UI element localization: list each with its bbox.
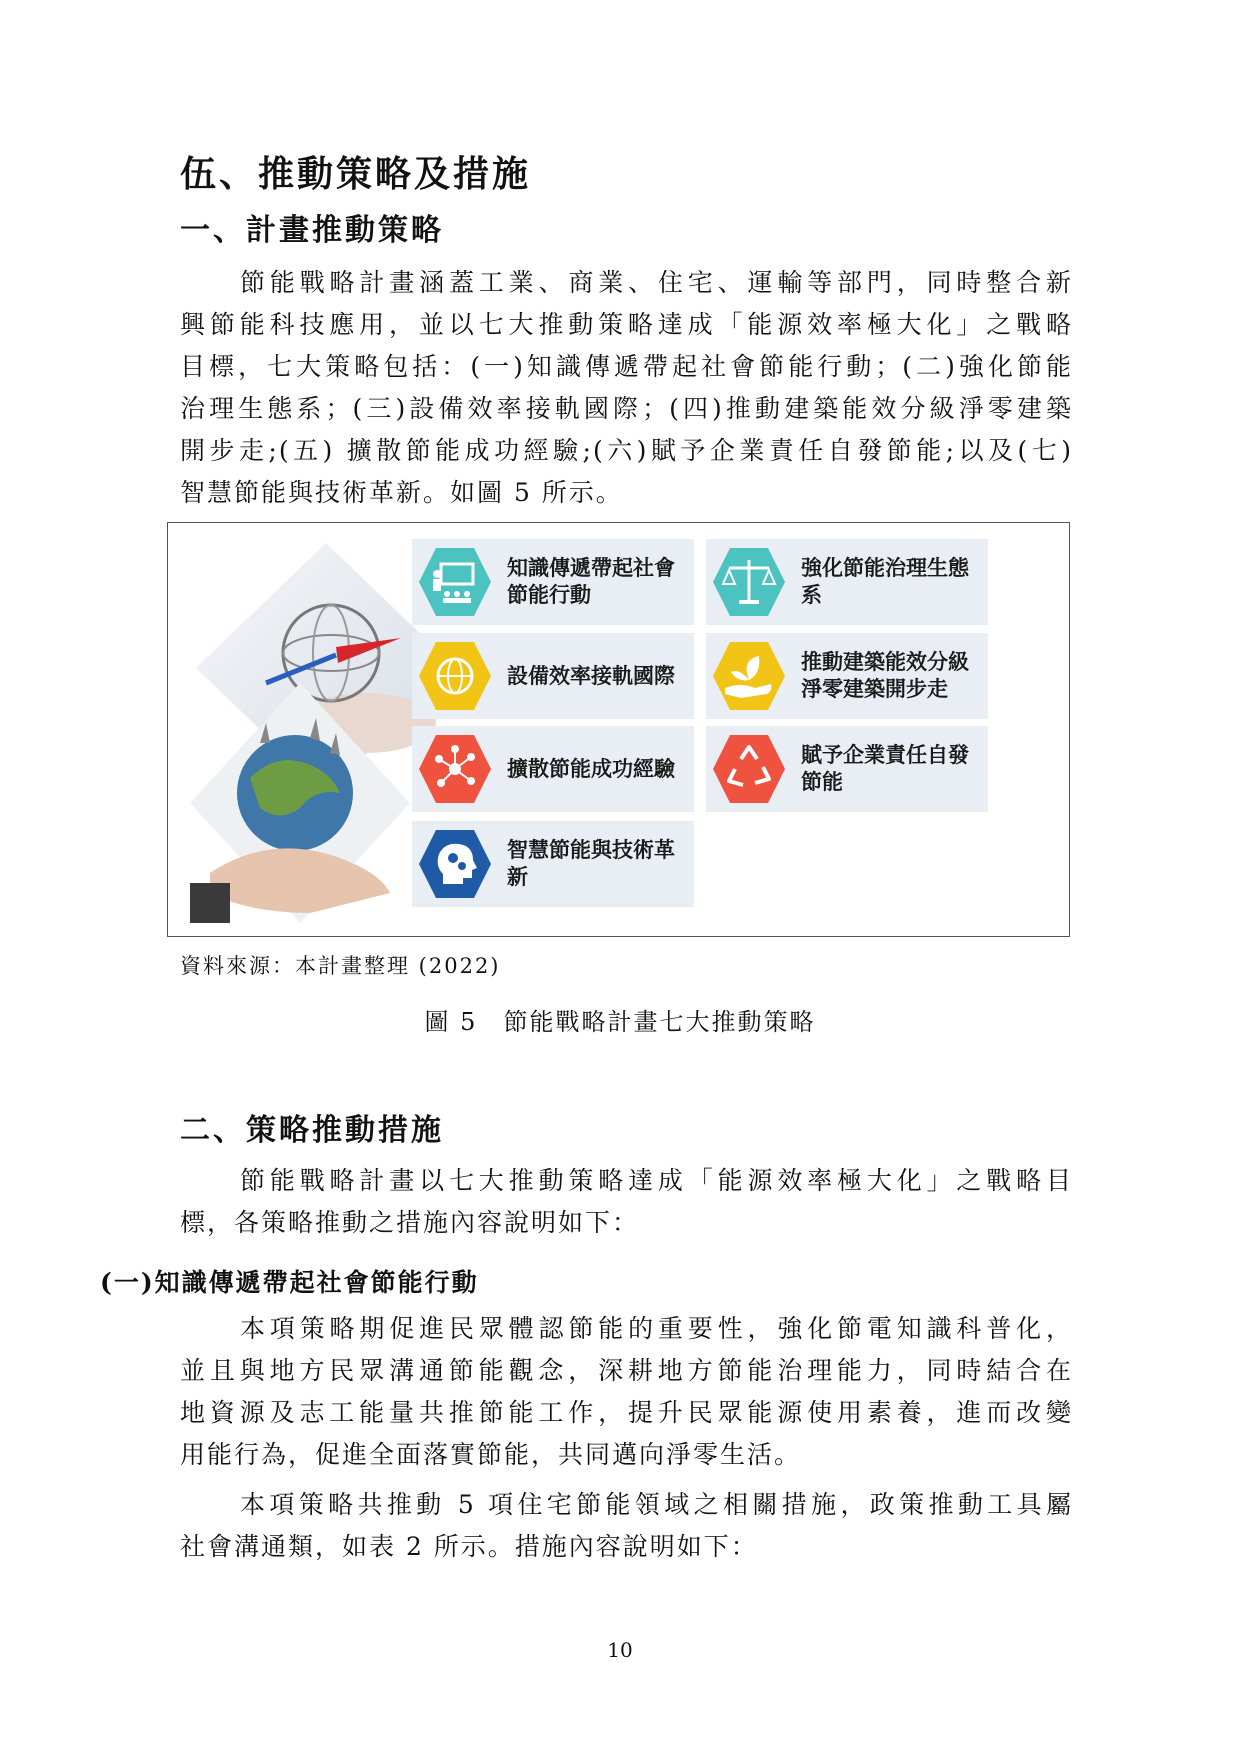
- text-line: 智慧節能與技術革新。如圖 5 所示。: [180, 478, 623, 507]
- earth-in-hands-photo: [190, 683, 410, 923]
- strategy-label: 強化節能治理生態系: [801, 556, 969, 607]
- text-line: 開步走;(五) 擴散節能成功經驗;(六)賦予企業責任自發節能;以及(七): [180, 436, 1073, 465]
- section-title: 伍、推動策略及措施: [180, 153, 532, 195]
- text-line: 節能戰略計畫以七大推動策略達成「能源效率極大化」之戰略目: [240, 1166, 1073, 1195]
- page-number: 10: [607, 1638, 633, 1662]
- text-line: 地資源及志工能量共推節能工作，提升民眾能源使用素養，進而改變: [180, 1398, 1073, 1427]
- strategy-label: 知識傳遞帶起社會節能行動: [507, 556, 675, 607]
- strategy-label: 擴散節能成功經驗: [507, 756, 675, 781]
- text-line: 本項策略共推動 5 項住宅節能領域之相關措施，政策推動工具屬: [240, 1490, 1073, 1519]
- text-line: 目標，七大策略包括：(一)知識傳遞帶起社會節能行動；(二)強化節能: [180, 352, 1073, 381]
- text-line: 本項策略期促進民眾體認節能的重要性，強化節電知識科普化，: [240, 1314, 1073, 1343]
- head-gears-icon: [417, 826, 493, 902]
- text-line: 標，各策略推動之措施內容說明如下：: [180, 1208, 640, 1237]
- network-icon: [417, 731, 493, 807]
- strategy-card-smart: [412, 821, 694, 907]
- strategy-label: 設備效率接軌國際: [507, 663, 675, 688]
- strategy-label: 推動建築能效分級淨零建築開步走: [801, 650, 969, 701]
- paragraph-plan-strategy: [180, 262, 1073, 514]
- presentation-icon: [417, 544, 493, 620]
- strategy-card-knowledge: [412, 539, 694, 625]
- paragraph-strategy-1-purpose: [180, 1308, 1073, 1476]
- text-line: 節能戰略計畫涵蓋工業、商業、住宅、運輸等部門，同時整合新: [240, 268, 1073, 297]
- strategy-card-equipment: [412, 633, 694, 719]
- strategy-label: 賦予企業責任自發節能: [801, 743, 969, 794]
- text-line: 並且與地方民眾溝通節能觀念，深耕地方節能治理能力，同時結合在: [180, 1356, 1073, 1385]
- paragraph-measures-intro: [180, 1160, 1073, 1244]
- globe-icon: [417, 638, 493, 714]
- paragraph-strategy-1-measures: [180, 1484, 1073, 1568]
- scale-icon: [711, 544, 787, 620]
- strategy-card-diffusion: [412, 726, 694, 812]
- figure-source: 資料來源：本計畫整理 (2022): [180, 954, 501, 978]
- recycle-icon: [711, 731, 787, 807]
- strategy-card-enterprise: [706, 726, 988, 812]
- hand-plant-icon: [711, 638, 787, 714]
- text-line: 社會溝通類，如表 2 所示。措施內容說明如下：: [180, 1532, 758, 1561]
- text-line: 治理生態系；(三)設備效率接軌國際；(四)推動建築能效分級淨零建築: [180, 394, 1073, 423]
- strategy-label: 智慧節能與技術革新: [507, 838, 675, 889]
- figure-caption: 圖 5 節能戰略計畫七大推動策略: [424, 1008, 816, 1036]
- text-line: 興節能科技應用，並以七大推動策略達成「能源效率極大化」之戰略: [180, 310, 1073, 339]
- text-line: 用能行為，促進全面落實節能，共同邁向淨零生活。: [180, 1440, 802, 1469]
- strategy-card-governance: [706, 539, 988, 625]
- subsection-title-plan-strategy: 一、計畫推動策略: [180, 213, 444, 248]
- subsection-title-measures: 二、策略推動措施: [180, 1113, 444, 1148]
- strategy-1-heading: (一)知識傳遞帶起社會節能行動: [100, 1268, 479, 1297]
- strategy-card-building: [706, 633, 988, 719]
- figure-seven-strategies: [167, 522, 1070, 937]
